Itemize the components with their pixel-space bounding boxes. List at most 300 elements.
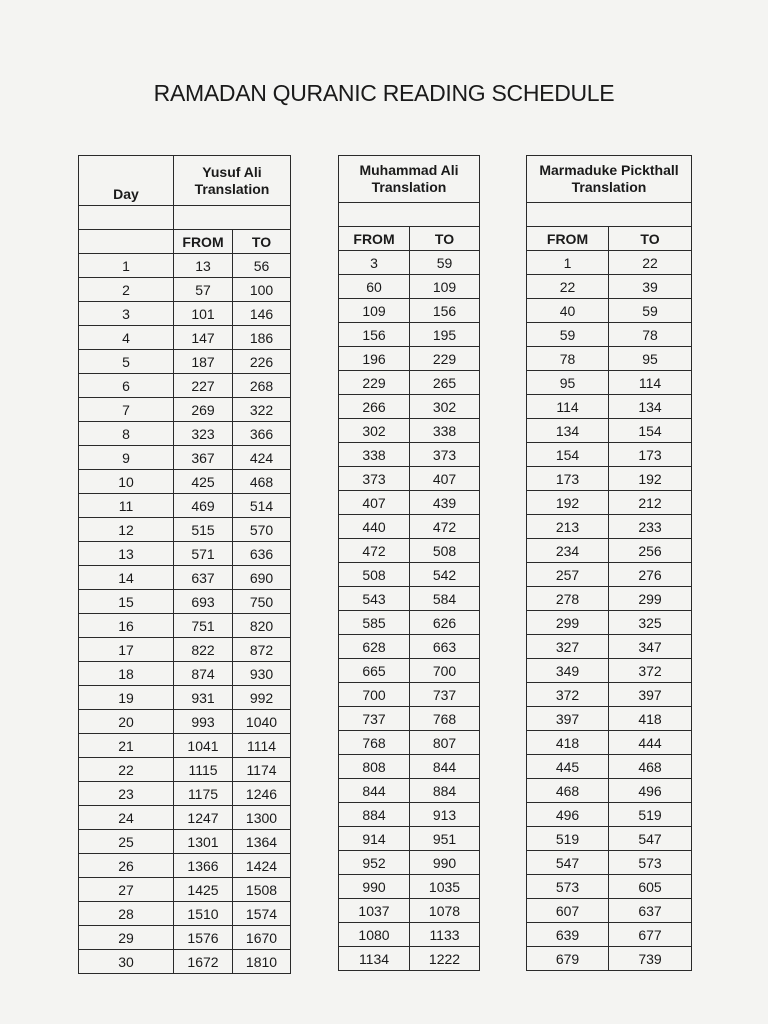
- table-row: [339, 371, 480, 395]
- from-cell: 109: [339, 299, 410, 323]
- from-cell: 990: [339, 875, 410, 899]
- from-cell: 323: [174, 422, 233, 446]
- day-cell: 24: [79, 806, 174, 830]
- from-cell: 1175: [174, 782, 233, 806]
- from-cell: 519: [527, 827, 609, 851]
- table-row: [527, 347, 692, 371]
- table-row: [79, 662, 291, 686]
- to-cell: 373: [410, 443, 480, 467]
- from-cell: 257: [527, 563, 609, 587]
- from-cell: 1672: [174, 950, 233, 974]
- table-row: [79, 686, 291, 710]
- to-cell: 1574: [233, 902, 291, 926]
- translation-name: Marmaduke Pickthall: [539, 162, 679, 178]
- from-cell: 469: [174, 494, 233, 518]
- to-cell: 519: [609, 803, 692, 827]
- table-row: [79, 878, 291, 902]
- table-row: [79, 446, 291, 470]
- to-cell: 212: [609, 491, 692, 515]
- from-cell: 269: [174, 398, 233, 422]
- blank-cell: [339, 203, 480, 227]
- to-cell: 547: [609, 827, 692, 851]
- to-cell: 570: [233, 518, 291, 542]
- table-row: [527, 539, 692, 563]
- to-cell: 366: [233, 422, 291, 446]
- from-cell: 227: [174, 374, 233, 398]
- table-row: [79, 830, 291, 854]
- from-cell: 844: [339, 779, 410, 803]
- translation-name: Muhammad Ali: [359, 162, 459, 178]
- from-cell: 299: [527, 611, 609, 635]
- to-cell: 265: [410, 371, 480, 395]
- table-row: [339, 659, 480, 683]
- to-cell: 605: [609, 875, 692, 899]
- day-cell: 6: [79, 374, 174, 398]
- day-header: Day: [79, 156, 174, 206]
- day-cell: 21: [79, 734, 174, 758]
- table-row: [79, 782, 291, 806]
- day-cell: 30: [79, 950, 174, 974]
- to-cell: 820: [233, 614, 291, 638]
- from-cell: 278: [527, 587, 609, 611]
- from-cell: 1247: [174, 806, 233, 830]
- from-cell: 571: [174, 542, 233, 566]
- table-row: [339, 755, 480, 779]
- to-cell: 407: [410, 467, 480, 491]
- to-cell: 114: [609, 371, 692, 395]
- from-cell: 679: [527, 947, 609, 971]
- table-row: [79, 470, 291, 494]
- from-cell: 13: [174, 254, 233, 278]
- from-cell: 1425: [174, 878, 233, 902]
- to-cell: 514: [233, 494, 291, 518]
- from-cell: 229: [339, 371, 410, 395]
- table-row: [79, 806, 291, 830]
- to-cell: 468: [609, 755, 692, 779]
- to-cell: 508: [410, 539, 480, 563]
- table-row: [527, 491, 692, 515]
- from-cell: 59: [527, 323, 609, 347]
- from-cell: 101: [174, 302, 233, 326]
- from-cell: 639: [527, 923, 609, 947]
- translation-header: [339, 156, 480, 203]
- blank-cell: [174, 206, 291, 230]
- table-row: [527, 251, 692, 275]
- to-header: TO: [410, 227, 480, 251]
- to-cell: 1670: [233, 926, 291, 950]
- table-row: [79, 590, 291, 614]
- from-cell: 952: [339, 851, 410, 875]
- from-cell: 607: [527, 899, 609, 923]
- to-cell: 59: [609, 299, 692, 323]
- from-cell: 397: [527, 707, 609, 731]
- day-cell: 26: [79, 854, 174, 878]
- table-row: [339, 683, 480, 707]
- to-cell: 573: [609, 851, 692, 875]
- table-row: [79, 254, 291, 278]
- day-cell: 29: [79, 926, 174, 950]
- from-cell: 114: [527, 395, 609, 419]
- to-cell: 276: [609, 563, 692, 587]
- from-cell: 1080: [339, 923, 410, 947]
- day-cell: 2: [79, 278, 174, 302]
- table-row: [79, 734, 291, 758]
- from-cell: 737: [339, 707, 410, 731]
- from-cell: 1510: [174, 902, 233, 926]
- from-cell: 472: [339, 539, 410, 563]
- from-cell: 407: [339, 491, 410, 515]
- table-row: [79, 614, 291, 638]
- from-cell: 543: [339, 587, 410, 611]
- from-cell: 327: [527, 635, 609, 659]
- from-cell: 931: [174, 686, 233, 710]
- from-cell: 234: [527, 539, 609, 563]
- from-cell: 1115: [174, 758, 233, 782]
- translation-word: Translation: [571, 179, 647, 195]
- to-cell: 372: [609, 659, 692, 683]
- from-cell: 508: [339, 563, 410, 587]
- from-cell: 418: [527, 731, 609, 755]
- to-cell: 397: [609, 683, 692, 707]
- blank-cell: [79, 206, 174, 230]
- table-row: [339, 587, 480, 611]
- to-cell: 424: [233, 446, 291, 470]
- from-cell: 585: [339, 611, 410, 635]
- to-cell: 750: [233, 590, 291, 614]
- table-row: [339, 563, 480, 587]
- translation-header: [527, 156, 692, 203]
- to-cell: 990: [410, 851, 480, 875]
- from-cell: 95: [527, 371, 609, 395]
- to-cell: 444: [609, 731, 692, 755]
- day-cell: 28: [79, 902, 174, 926]
- table-row: [339, 731, 480, 755]
- to-cell: 1040: [233, 710, 291, 734]
- from-cell: 147: [174, 326, 233, 350]
- from-cell: 154: [527, 443, 609, 467]
- to-cell: 1174: [233, 758, 291, 782]
- to-cell: 913: [410, 803, 480, 827]
- table-row: [79, 494, 291, 518]
- table-row: [339, 275, 480, 299]
- from-cell: 665: [339, 659, 410, 683]
- table-row: [527, 659, 692, 683]
- to-cell: 637: [609, 899, 692, 923]
- from-header: FROM: [339, 227, 410, 251]
- to-cell: 807: [410, 731, 480, 755]
- to-cell: 268: [233, 374, 291, 398]
- table-row: [527, 731, 692, 755]
- table-row: [527, 707, 692, 731]
- table-row: [527, 275, 692, 299]
- pickthall-table: [526, 155, 692, 971]
- to-cell: 100: [233, 278, 291, 302]
- to-cell: 951: [410, 827, 480, 851]
- table-row: [339, 539, 480, 563]
- table-row: [527, 803, 692, 827]
- to-cell: 1424: [233, 854, 291, 878]
- from-header: FROM: [527, 227, 609, 251]
- to-cell: 872: [233, 638, 291, 662]
- to-cell: 59: [410, 251, 480, 275]
- to-cell: 156: [410, 299, 480, 323]
- table-row: [339, 923, 480, 947]
- table-row: [339, 251, 480, 275]
- from-cell: 40: [527, 299, 609, 323]
- table-row: [527, 371, 692, 395]
- to-cell: 39: [609, 275, 692, 299]
- to-cell: 1035: [410, 875, 480, 899]
- to-cell: 226: [233, 350, 291, 374]
- to-cell: 1078: [410, 899, 480, 923]
- day-cell: 18: [79, 662, 174, 686]
- from-cell: 751: [174, 614, 233, 638]
- day-cell: 15: [79, 590, 174, 614]
- to-cell: 78: [609, 323, 692, 347]
- day-cell: 27: [79, 878, 174, 902]
- from-cell: 57: [174, 278, 233, 302]
- from-cell: 1576: [174, 926, 233, 950]
- to-cell: 844: [410, 755, 480, 779]
- day-cell: 4: [79, 326, 174, 350]
- to-cell: 192: [609, 467, 692, 491]
- table-row: [527, 419, 692, 443]
- from-cell: 266: [339, 395, 410, 419]
- table-row: [527, 947, 692, 971]
- to-cell: 472: [410, 515, 480, 539]
- to-cell: 1508: [233, 878, 291, 902]
- from-cell: 1041: [174, 734, 233, 758]
- from-cell: 1037: [339, 899, 410, 923]
- table-row: [339, 707, 480, 731]
- from-cell: 1301: [174, 830, 233, 854]
- translation-word: Translation: [371, 179, 447, 195]
- from-cell: 993: [174, 710, 233, 734]
- table-row: [79, 854, 291, 878]
- day-cell: 1: [79, 254, 174, 278]
- table-row: [339, 611, 480, 635]
- to-cell: 1114: [233, 734, 291, 758]
- to-cell: 146: [233, 302, 291, 326]
- table-row: [79, 302, 291, 326]
- from-cell: 496: [527, 803, 609, 827]
- table-row: [339, 491, 480, 515]
- table-row: [79, 542, 291, 566]
- to-cell: 663: [410, 635, 480, 659]
- from-cell: 425: [174, 470, 233, 494]
- table-row: [79, 278, 291, 302]
- from-cell: 302: [339, 419, 410, 443]
- to-cell: 700: [410, 659, 480, 683]
- page-title: RAMADAN QURANIC READING SCHEDULE: [153, 80, 615, 106]
- table-row: [527, 467, 692, 491]
- day-cell: 8: [79, 422, 174, 446]
- from-cell: 196: [339, 347, 410, 371]
- to-cell: 1300: [233, 806, 291, 830]
- day-cell: 11: [79, 494, 174, 518]
- to-cell: 173: [609, 443, 692, 467]
- from-cell: 700: [339, 683, 410, 707]
- table-row: [339, 443, 480, 467]
- table-row: [79, 398, 291, 422]
- from-cell: 884: [339, 803, 410, 827]
- table-row: [527, 587, 692, 611]
- table-row: [527, 875, 692, 899]
- from-cell: 637: [174, 566, 233, 590]
- blank-cell: [79, 230, 174, 254]
- day-cell: 14: [79, 566, 174, 590]
- day-cell: 22: [79, 758, 174, 782]
- to-cell: 626: [410, 611, 480, 635]
- table-row: [339, 947, 480, 971]
- to-cell: 229: [410, 347, 480, 371]
- to-cell: 109: [410, 275, 480, 299]
- from-cell: 3: [339, 251, 410, 275]
- from-cell: 768: [339, 731, 410, 755]
- day-cell: 25: [79, 830, 174, 854]
- from-cell: 628: [339, 635, 410, 659]
- table-row: [527, 851, 692, 875]
- translation-word: Translation: [194, 180, 270, 197]
- muhammad-ali-table: [338, 155, 480, 971]
- day-cell: 13: [79, 542, 174, 566]
- to-header: TO: [609, 227, 692, 251]
- table-row: [339, 419, 480, 443]
- table-row: [339, 803, 480, 827]
- to-cell: 325: [609, 611, 692, 635]
- from-cell: 78: [527, 347, 609, 371]
- translation-header: [174, 156, 291, 206]
- to-cell: 347: [609, 635, 692, 659]
- to-cell: 496: [609, 779, 692, 803]
- table-row: [79, 926, 291, 950]
- from-cell: 349: [527, 659, 609, 683]
- to-cell: 677: [609, 923, 692, 947]
- to-cell: 636: [233, 542, 291, 566]
- to-cell: 1364: [233, 830, 291, 854]
- table-row: [527, 611, 692, 635]
- to-header: TO: [233, 230, 291, 254]
- from-cell: 1: [527, 251, 609, 275]
- to-cell: 195: [410, 323, 480, 347]
- from-cell: 515: [174, 518, 233, 542]
- table-row: [527, 755, 692, 779]
- to-cell: 233: [609, 515, 692, 539]
- table-row: [79, 638, 291, 662]
- to-cell: 95: [609, 347, 692, 371]
- table-row: [339, 875, 480, 899]
- table-row: [79, 326, 291, 350]
- to-cell: 1810: [233, 950, 291, 974]
- day-cell: 19: [79, 686, 174, 710]
- table-row: [339, 299, 480, 323]
- from-cell: 547: [527, 851, 609, 875]
- from-cell: 187: [174, 350, 233, 374]
- from-cell: 372: [527, 683, 609, 707]
- translation-name: Yusuf Ali: [202, 163, 262, 180]
- day-cell: 3: [79, 302, 174, 326]
- from-cell: 1366: [174, 854, 233, 878]
- from-cell: 367: [174, 446, 233, 470]
- from-cell: 173: [527, 467, 609, 491]
- table-row: [339, 323, 480, 347]
- to-cell: 338: [410, 419, 480, 443]
- to-cell: 542: [410, 563, 480, 587]
- to-cell: 299: [609, 587, 692, 611]
- table-row: [339, 347, 480, 371]
- from-cell: 22: [527, 275, 609, 299]
- table-row: [527, 683, 692, 707]
- table-row: [527, 443, 692, 467]
- table-row: [527, 395, 692, 419]
- from-cell: 440: [339, 515, 410, 539]
- to-cell: 56: [233, 254, 291, 278]
- from-cell: 134: [527, 419, 609, 443]
- table-row: [527, 779, 692, 803]
- to-cell: 154: [609, 419, 692, 443]
- table-row: [79, 518, 291, 542]
- table-row: [339, 467, 480, 491]
- table-row: [527, 563, 692, 587]
- to-cell: 322: [233, 398, 291, 422]
- to-cell: 884: [410, 779, 480, 803]
- table-row: [527, 827, 692, 851]
- day-cell: 9: [79, 446, 174, 470]
- table-row: [527, 899, 692, 923]
- to-cell: 1133: [410, 923, 480, 947]
- table-row: [339, 779, 480, 803]
- from-cell: 156: [339, 323, 410, 347]
- day-cell: 20: [79, 710, 174, 734]
- from-cell: 693: [174, 590, 233, 614]
- day-cell: 5: [79, 350, 174, 374]
- from-cell: 808: [339, 755, 410, 779]
- to-cell: 930: [233, 662, 291, 686]
- from-cell: 338: [339, 443, 410, 467]
- to-cell: 256: [609, 539, 692, 563]
- to-cell: 992: [233, 686, 291, 710]
- to-cell: 134: [609, 395, 692, 419]
- day-cell: 12: [79, 518, 174, 542]
- table-row: [339, 827, 480, 851]
- day-cell: 17: [79, 638, 174, 662]
- to-cell: 22: [609, 251, 692, 275]
- table-row: [79, 902, 291, 926]
- to-cell: 1222: [410, 947, 480, 971]
- table-row: [79, 950, 291, 974]
- table-row: [79, 422, 291, 446]
- from-cell: 1134: [339, 947, 410, 971]
- table-row: [527, 635, 692, 659]
- from-cell: 914: [339, 827, 410, 851]
- from-header: FROM: [174, 230, 233, 254]
- from-cell: 192: [527, 491, 609, 515]
- from-cell: 213: [527, 515, 609, 539]
- table-row: [339, 395, 480, 419]
- table-row: [79, 758, 291, 782]
- from-cell: 373: [339, 467, 410, 491]
- table-row: [79, 566, 291, 590]
- table-row: [79, 710, 291, 734]
- table-row: [79, 374, 291, 398]
- to-cell: 737: [410, 683, 480, 707]
- table-row: [339, 899, 480, 923]
- table-row: [339, 635, 480, 659]
- from-cell: 874: [174, 662, 233, 686]
- table-row: [527, 299, 692, 323]
- to-cell: 302: [410, 395, 480, 419]
- to-cell: 690: [233, 566, 291, 590]
